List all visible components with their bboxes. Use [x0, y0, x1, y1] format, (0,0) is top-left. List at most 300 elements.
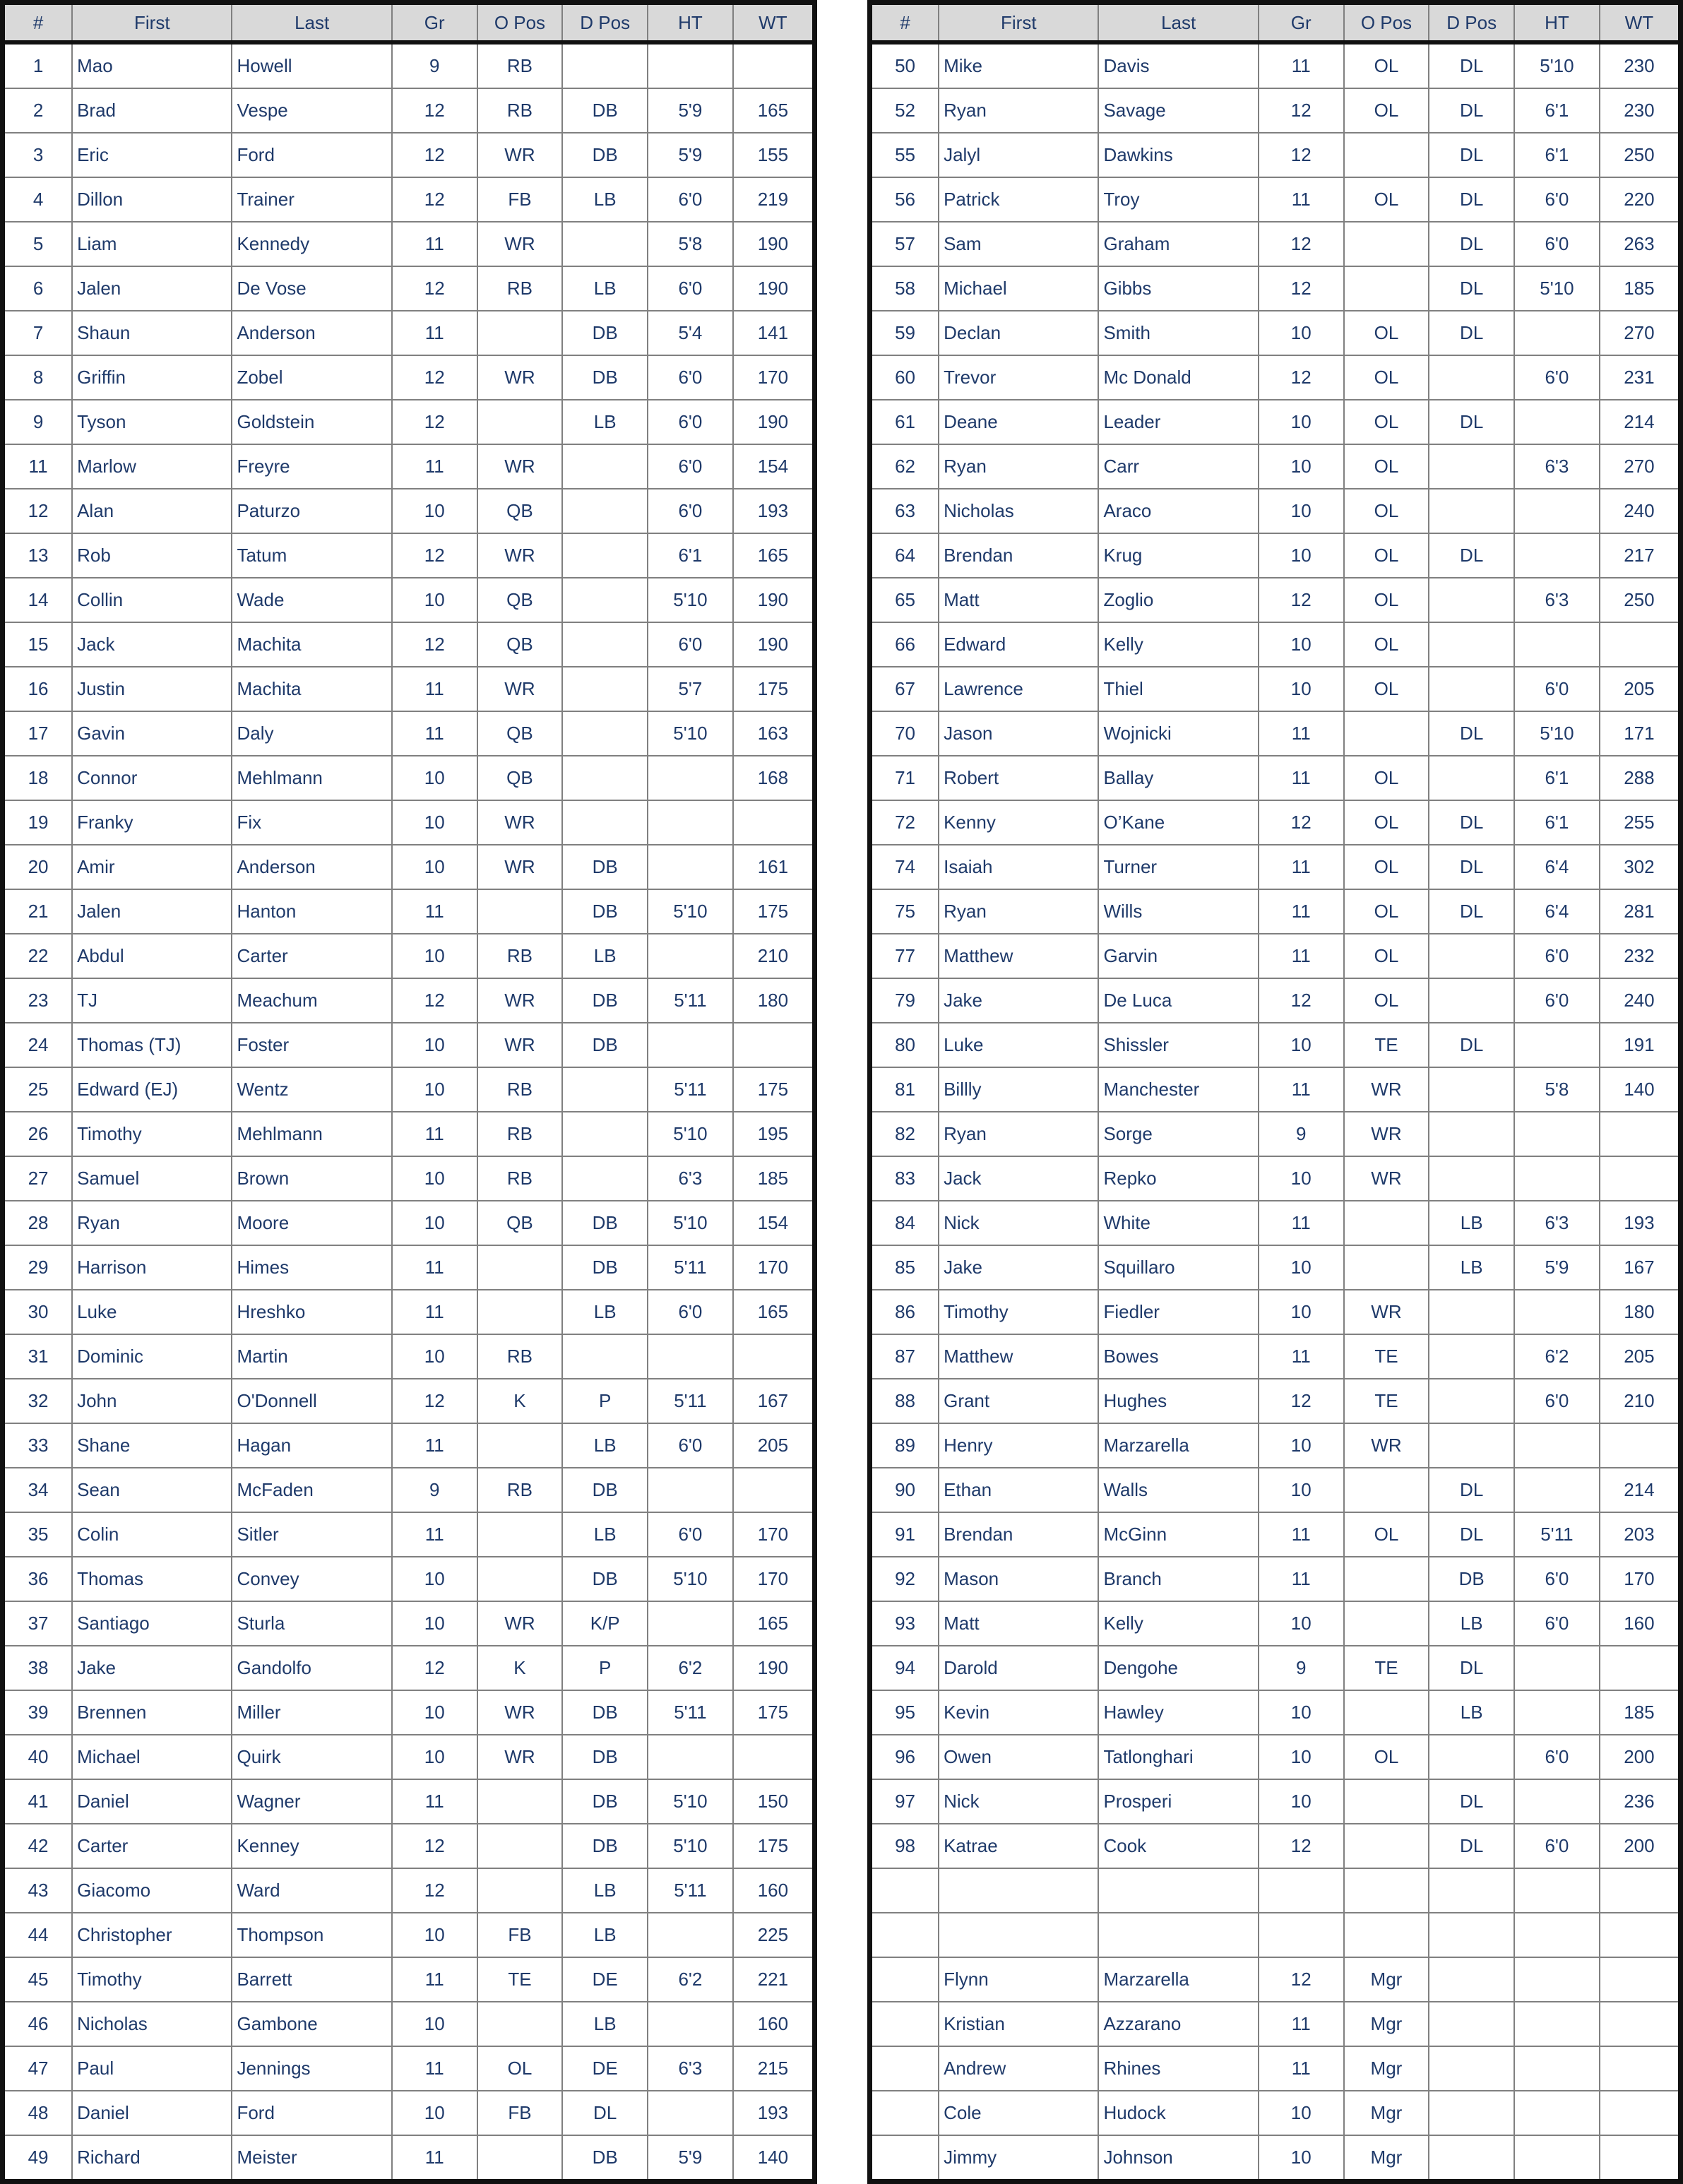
cell-number: 3: [3, 133, 73, 177]
cell-height: 6'3: [1514, 1201, 1600, 1245]
cell-defense-position: [1429, 489, 1514, 533]
cell-offense-position: [1344, 1824, 1429, 1868]
cell-weight: [733, 42, 815, 88]
cell-weight: 219: [733, 177, 815, 222]
cell-offense-position: [1344, 1557, 1429, 1601]
cell-last-name: Kenney: [232, 1824, 391, 1868]
cell-number: 66: [870, 622, 939, 667]
cell-height: [1514, 1156, 1600, 1201]
table-header: [3, 3, 815, 43]
table-row: [870, 1468, 1681, 1512]
cell-number: 22: [3, 934, 73, 978]
cell-offense-position: Mgr: [1344, 1957, 1429, 2002]
cell-offense-position: RB: [477, 266, 563, 311]
table-row: [870, 222, 1681, 266]
header-o-pos: O Pos: [477, 3, 563, 43]
cell-first-name: TJ: [72, 978, 232, 1023]
cell-first-name: Connor: [72, 756, 232, 800]
cell-weight: [733, 1468, 815, 1512]
cell-number: 59: [870, 311, 939, 355]
cell-offense-position: [477, 1557, 563, 1601]
cell-defense-position: [562, 800, 648, 845]
cell-number: 13: [3, 533, 73, 578]
cell-last-name: Hudock: [1098, 2091, 1258, 2135]
cell-first-name: Franky: [72, 800, 232, 845]
cell-weight: 240: [1600, 489, 1681, 533]
cell-offense-position: QB: [477, 756, 563, 800]
table-row: [3, 1067, 815, 1112]
cell-weight: 161: [733, 845, 815, 889]
cell-defense-position: [1429, 1156, 1514, 1201]
cell-offense-position: [1344, 1245, 1429, 1290]
cell-height: 6'2: [1514, 1334, 1600, 1379]
cell-first-name: Matthew: [939, 934, 1098, 978]
cell-height: [648, 42, 733, 88]
cell-last-name: Machita: [232, 667, 391, 711]
cell-grade: 11: [392, 1245, 477, 1290]
cell-offense-position: OL: [1344, 533, 1429, 578]
cell-weight: 250: [1600, 133, 1681, 177]
cell-weight: 154: [733, 444, 815, 489]
cell-first-name: Ryan: [939, 889, 1098, 934]
cell-first-name: Rob: [72, 533, 232, 578]
table-row: [3, 622, 815, 667]
cell-first-name: Ryan: [939, 1112, 1098, 1156]
cell-first-name: Patrick: [939, 177, 1098, 222]
cell-weight: [733, 800, 815, 845]
cell-last-name: Barrett: [232, 1957, 391, 2002]
cell-weight: 171: [1600, 711, 1681, 756]
cell-first-name: Nick: [939, 1201, 1098, 1245]
cell-last-name: Thiel: [1098, 667, 1258, 711]
cell-last-name: Himes: [232, 1245, 391, 1290]
cell-first-name: Sean: [72, 1468, 232, 1512]
cell-defense-position: [562, 667, 648, 711]
cell-height: 5'11: [648, 1067, 733, 1112]
cell-grade: [1259, 1868, 1344, 1913]
cell-first-name: Grant: [939, 1379, 1098, 1423]
cell-last-name: Paturzo: [232, 489, 391, 533]
cell-weight: [1600, 1423, 1681, 1468]
cell-last-name: Howell: [232, 42, 391, 88]
cell-first-name: Timothy: [72, 1957, 232, 2002]
cell-height: 6'0: [648, 1290, 733, 1334]
cell-offense-position: OL: [1344, 400, 1429, 444]
table-row: [870, 1112, 1681, 1156]
cell-defense-position: [562, 1112, 648, 1156]
cell-number: 23: [3, 978, 73, 1023]
cell-weight: 180: [1600, 1290, 1681, 1334]
cell-first-name: Giacomo: [72, 1868, 232, 1913]
cell-weight: [1600, 1646, 1681, 1690]
cell-first-name: Shaun: [72, 311, 232, 355]
cell-weight: 150: [733, 1779, 815, 1824]
cell-weight: 167: [733, 1379, 815, 1423]
cell-last-name: Bowes: [1098, 1334, 1258, 1379]
cell-defense-position: [1429, 578, 1514, 622]
cell-defense-position: LB: [562, 1913, 648, 1957]
cell-first-name: Jalen: [72, 266, 232, 311]
cell-number: 31: [3, 1334, 73, 1379]
cell-weight: 236: [1600, 1779, 1681, 1824]
header-height: HT: [1514, 3, 1600, 43]
cell-defense-position: [562, 533, 648, 578]
cell-height: 6'3: [1514, 578, 1600, 622]
cell-offense-position: [477, 311, 563, 355]
table-row: [3, 1023, 815, 1067]
cell-weight: 210: [1600, 1379, 1681, 1423]
cell-offense-position: WR: [477, 1023, 563, 1067]
cell-number: 46: [3, 2002, 73, 2046]
cell-offense-position: Mgr: [1344, 2135, 1429, 2182]
table-row: [3, 2135, 815, 2182]
table-row: [870, 1557, 1681, 1601]
cell-offense-position: [1344, 711, 1429, 756]
cell-offense-position: [477, 1290, 563, 1334]
cell-grade: 10: [1259, 444, 1344, 489]
cell-defense-position: DB: [1429, 1557, 1514, 1601]
cell-defense-position: LB: [562, 2002, 648, 2046]
cell-first-name: Jason: [939, 711, 1098, 756]
cell-height: 6'3: [648, 2046, 733, 2091]
cell-first-name: Shane: [72, 1423, 232, 1468]
cell-weight: 214: [1600, 1468, 1681, 1512]
cell-defense-position: LB: [562, 266, 648, 311]
header-height: HT: [648, 3, 733, 43]
table-row: [870, 311, 1681, 355]
cell-weight: 175: [733, 1067, 815, 1112]
cell-defense-position: [562, 1067, 648, 1112]
cell-height: 5'9: [648, 88, 733, 133]
cell-height: 5'9: [648, 133, 733, 177]
cell-offense-position: WR: [477, 845, 563, 889]
cell-weight: [733, 1023, 815, 1067]
cell-height: 5'4: [648, 311, 733, 355]
cell-weight: 215: [733, 2046, 815, 2091]
cell-number: 12: [3, 489, 73, 533]
cell-grade: 9: [392, 1468, 477, 1512]
cell-number: 16: [3, 667, 73, 711]
cell-number: 94: [870, 1646, 939, 1690]
cell-height: 6'1: [1514, 756, 1600, 800]
cell-height: 6'3: [648, 1156, 733, 1201]
cell-height: [1514, 311, 1600, 355]
cell-defense-position: [562, 489, 648, 533]
table-row: [3, 1290, 815, 1334]
cell-last-name: McFaden: [232, 1468, 391, 1512]
cell-first-name: Mike: [939, 42, 1098, 88]
cell-offense-position: OL: [1344, 177, 1429, 222]
cell-defense-position: DE: [562, 2046, 648, 2091]
cell-last-name: Mehlmann: [232, 756, 391, 800]
table-row: [3, 667, 815, 711]
cell-height: [648, 2091, 733, 2135]
cell-weight: 165: [733, 1290, 815, 1334]
cell-last-name: Zobel: [232, 355, 391, 400]
cell-height: 6'0: [1514, 1824, 1600, 1868]
cell-grade: 12: [392, 88, 477, 133]
cell-defense-position: [1429, 622, 1514, 667]
cell-defense-position: DL: [1429, 889, 1514, 934]
cell-last-name: Ballay: [1098, 756, 1258, 800]
table-row: [3, 1646, 815, 1690]
table-row: [870, 2091, 1681, 2135]
cell-height: 5'9: [648, 2135, 733, 2182]
cell-defense-position: LB: [562, 1512, 648, 1557]
cell-offense-position: [477, 889, 563, 934]
cell-defense-position: LB: [562, 177, 648, 222]
cell-defense-position: DB: [562, 1023, 648, 1067]
cell-first-name: Flynn: [939, 1957, 1098, 2002]
cell-grade: 11: [1259, 1512, 1344, 1557]
cell-weight: [733, 1735, 815, 1779]
cell-grade: 10: [1259, 1156, 1344, 1201]
cell-height: [648, 2002, 733, 2046]
cell-first-name: Darold: [939, 1646, 1098, 1690]
table-row: [3, 1957, 815, 2002]
cell-first-name: Mason: [939, 1557, 1098, 1601]
cell-defense-position: DL: [1429, 311, 1514, 355]
cell-grade: 10: [392, 1067, 477, 1112]
cell-last-name: Trainer: [232, 177, 391, 222]
cell-weight: 140: [1600, 1067, 1681, 1112]
cell-first-name: Nick: [939, 1779, 1098, 1824]
cell-height: 6'0: [1514, 1601, 1600, 1646]
cell-offense-position: WR: [1344, 1423, 1429, 1468]
cell-defense-position: [562, 756, 648, 800]
header-weight: WT: [733, 3, 815, 43]
cell-grade: 12: [1259, 800, 1344, 845]
cell-defense-position: DB: [562, 355, 648, 400]
cell-last-name: Sitler: [232, 1512, 391, 1557]
cell-offense-position: OL: [1344, 88, 1429, 133]
cell-offense-position: RB: [477, 88, 563, 133]
cell-first-name: Nicholas: [72, 2002, 232, 2046]
cell-grade: 11: [392, 1779, 477, 1824]
cell-offense-position: [477, 2002, 563, 2046]
cell-grade: 12: [1259, 88, 1344, 133]
cell-weight: [1600, 1868, 1681, 1913]
table-row: [3, 133, 815, 177]
cell-grade: 12: [392, 133, 477, 177]
cell-defense-position: P: [562, 1379, 648, 1423]
header-d-pos: D Pos: [562, 3, 648, 43]
cell-offense-position: Mgr: [1344, 2002, 1429, 2046]
cell-defense-position: P: [562, 1646, 648, 1690]
cell-height: [1514, 1423, 1600, 1468]
table-row: [3, 845, 815, 889]
cell-height: [1514, 2091, 1600, 2135]
cell-number: [870, 1868, 939, 1913]
cell-last-name: Mc Donald: [1098, 355, 1258, 400]
cell-grade: 11: [1259, 1334, 1344, 1379]
cell-offense-position: FB: [477, 2091, 563, 2135]
table-row: [870, 1245, 1681, 1290]
cell-offense-position: WR: [1344, 1156, 1429, 1201]
cell-grade: 10: [1259, 622, 1344, 667]
cell-number: 26: [3, 1112, 73, 1156]
table-row: [870, 578, 1681, 622]
cell-last-name: Quirk: [232, 1735, 391, 1779]
table-row: [870, 1868, 1681, 1913]
cell-weight: 230: [1600, 88, 1681, 133]
cell-weight: 190: [733, 622, 815, 667]
cell-defense-position: [1429, 2135, 1514, 2182]
cell-number: 97: [870, 1779, 939, 1824]
cell-first-name: Marlow: [72, 444, 232, 489]
cell-number: 55: [870, 133, 939, 177]
cell-offense-position: Mgr: [1344, 2091, 1429, 2135]
cell-weight: 140: [733, 2135, 815, 2182]
cell-last-name: Machita: [232, 622, 391, 667]
cell-first-name: Alan: [72, 489, 232, 533]
cell-height: [1514, 2135, 1600, 2182]
table-row: [3, 222, 815, 266]
cell-grade: 9: [392, 42, 477, 88]
cell-offense-position: OL: [1344, 1735, 1429, 1779]
cell-number: 60: [870, 355, 939, 400]
cell-number: [870, 2091, 939, 2135]
cell-number: 48: [3, 2091, 73, 2135]
cell-defense-position: LB: [1429, 1601, 1514, 1646]
cell-number: 61: [870, 400, 939, 444]
cell-last-name: Marzarella: [1098, 1423, 1258, 1468]
cell-offense-position: [1344, 1868, 1429, 1913]
header-number: #: [3, 3, 73, 43]
table-row: [3, 1512, 815, 1557]
cell-weight: 200: [1600, 1735, 1681, 1779]
cell-number: 98: [870, 1824, 939, 1868]
cell-weight: 175: [733, 667, 815, 711]
cell-number: 40: [3, 1735, 73, 1779]
cell-first-name: Kevin: [939, 1690, 1098, 1735]
cell-grade: 11: [392, 2135, 477, 2182]
cell-defense-position: [562, 1334, 648, 1379]
cell-offense-position: RB: [477, 934, 563, 978]
cell-number: 72: [870, 800, 939, 845]
cell-offense-position: RB: [477, 42, 563, 88]
cell-grade: 11: [392, 667, 477, 711]
cell-last-name: Repko: [1098, 1156, 1258, 1201]
cell-last-name: Squillaro: [1098, 1245, 1258, 1290]
cell-height: 5'10: [1514, 711, 1600, 756]
cell-grade: 10: [392, 800, 477, 845]
cell-first-name: Kristian: [939, 2002, 1098, 2046]
cell-number: 43: [3, 1868, 73, 1913]
cell-number: 25: [3, 1067, 73, 1112]
cell-offense-position: Mgr: [1344, 2046, 1429, 2091]
cell-grade: 10: [392, 756, 477, 800]
cell-defense-position: DL: [1429, 1779, 1514, 1824]
cell-defense-position: LB: [562, 400, 648, 444]
table-row: [870, 266, 1681, 311]
cell-first-name: Colin: [72, 1512, 232, 1557]
cell-number: 65: [870, 578, 939, 622]
cell-weight: 175: [733, 889, 815, 934]
cell-number: 85: [870, 1245, 939, 1290]
cell-weight: 220: [1600, 177, 1681, 222]
cell-grade: 11: [1259, 2046, 1344, 2091]
cell-height: 5'10: [1514, 266, 1600, 311]
cell-offense-position: [477, 1512, 563, 1557]
cell-number: 87: [870, 1334, 939, 1379]
cell-first-name: Amir: [72, 845, 232, 889]
cell-height: 6'1: [1514, 800, 1600, 845]
cell-defense-position: [1429, 1112, 1514, 1156]
cell-weight: [1600, 1957, 1681, 2002]
table-row: [3, 355, 815, 400]
cell-number: 24: [3, 1023, 73, 1067]
cell-height: 5'10: [648, 578, 733, 622]
cell-last-name: Hawley: [1098, 1690, 1258, 1735]
table-row: [870, 1067, 1681, 1112]
header-o-pos: O Pos: [1344, 3, 1429, 43]
cell-number: 39: [3, 1690, 73, 1735]
cell-height: 6'4: [1514, 845, 1600, 889]
cell-first-name: Jack: [72, 622, 232, 667]
cell-grade: 12: [392, 1868, 477, 1913]
cell-defense-position: DB: [562, 2135, 648, 2182]
cell-grade: 12: [392, 1646, 477, 1690]
cell-number: 38: [3, 1646, 73, 1690]
table-row: [870, 756, 1681, 800]
cell-offense-position: [1344, 222, 1429, 266]
table-row: [3, 1690, 815, 1735]
cell-offense-position: OL: [1344, 667, 1429, 711]
cell-first-name: Ryan: [72, 1201, 232, 1245]
cell-first-name: Cole: [939, 2091, 1098, 2135]
cell-grade: 11: [392, 1957, 477, 2002]
cell-height: [1514, 1868, 1600, 1913]
table-row: [3, 1245, 815, 1290]
cell-height: [1514, 1468, 1600, 1512]
cell-last-name: Meister: [232, 2135, 391, 2182]
cell-offense-position: OL: [1344, 756, 1429, 800]
cell-height: 6'0: [648, 1423, 733, 1468]
cell-height: 6'0: [1514, 1735, 1600, 1779]
cell-last-name: Carter: [232, 934, 391, 978]
cell-first-name: Harrison: [72, 1245, 232, 1290]
cell-height: 5'11: [648, 1868, 733, 1913]
cell-grade: 11: [392, 2046, 477, 2091]
cell-first-name: Daniel: [72, 2091, 232, 2135]
cell-defense-position: [1429, 444, 1514, 489]
cell-first-name: Carter: [72, 1824, 232, 1868]
cell-first-name: Brendan: [939, 533, 1098, 578]
table-row: [3, 1112, 815, 1156]
cell-number: 82: [870, 1112, 939, 1156]
cell-number: 95: [870, 1690, 939, 1735]
cell-first-name: Richard: [72, 2135, 232, 2182]
cell-defense-position: DL: [1429, 800, 1514, 845]
cell-height: 6'0: [648, 1512, 733, 1557]
cell-defense-position: DL: [1429, 400, 1514, 444]
cell-grade: 11: [1259, 42, 1344, 88]
cell-last-name: Tatlonghari: [1098, 1735, 1258, 1779]
cell-first-name: John: [72, 1379, 232, 1423]
cell-last-name: O'Donnell: [232, 1379, 391, 1423]
cell-weight: 170: [733, 355, 815, 400]
cell-weight: 163: [733, 711, 815, 756]
cell-grade: 9: [1259, 1646, 1344, 1690]
cell-weight: 205: [733, 1423, 815, 1468]
cell-height: 6'0: [648, 266, 733, 311]
table-row: [3, 2002, 815, 2046]
cell-first-name: Daniel: [72, 1779, 232, 1824]
cell-grade: 12: [1259, 578, 1344, 622]
cell-first-name: Abdul: [72, 934, 232, 978]
cell-last-name: Savage: [1098, 88, 1258, 133]
